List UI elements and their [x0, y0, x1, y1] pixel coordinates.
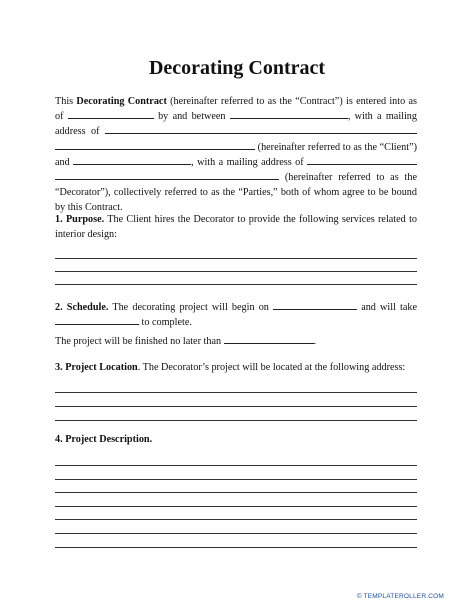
decorator-name-field[interactable] [73, 155, 191, 165]
description-line[interactable] [55, 492, 417, 493]
templateroller-watermark[interactable]: © TEMPLATEROLLER.COM [356, 593, 444, 600]
location-line[interactable] [55, 420, 417, 421]
description-heading: 4. Project Description. [55, 434, 153, 445]
decorator-address-field[interactable] [307, 155, 417, 165]
purpose-text: The Client hires the Decorator to provide the following services related to interior design: [55, 214, 417, 241]
intro-text: by and between [153, 111, 230, 123]
schedule-heading: 2. Schedule. [55, 302, 109, 313]
intro-text: (hereinafter referred to as the “Contract”) is entered into as of [55, 96, 417, 123]
purpose-section [55, 212, 417, 242]
start-date-field[interactable] [273, 300, 357, 310]
description-section [55, 432, 417, 447]
location-line[interactable] [55, 406, 417, 407]
schedule-text: The decorating project will begin on [108, 302, 274, 313]
client-name-field[interactable] [230, 109, 348, 119]
purpose-heading: 1. Purpose. [55, 214, 105, 225]
client-address-field-2[interactable] [55, 140, 255, 150]
finish-text: The project will be finished no later than [55, 336, 224, 347]
location-line[interactable] [55, 392, 417, 393]
description-line[interactable] [55, 479, 417, 480]
description-line[interactable] [55, 519, 417, 520]
location-text: . The Decorator’s project will be located at the following address: [137, 362, 406, 373]
schedule-text: and will take [357, 302, 418, 313]
intro-text: , with a mailing address of [55, 111, 417, 138]
purpose-line[interactable] [55, 258, 417, 259]
intro-text: (hereinafter referred to as the “Client”) and [55, 141, 417, 168]
intro-text: , with a mailing address of [191, 156, 308, 168]
intro-paragraph [55, 94, 417, 216]
purpose-line[interactable] [55, 271, 417, 272]
contract-name: Decorating Contract [76, 96, 167, 107]
intro-text: This [55, 96, 77, 107]
description-line[interactable] [55, 533, 417, 534]
purpose-line[interactable] [55, 284, 417, 285]
description-line[interactable] [55, 465, 417, 466]
description-line[interactable] [55, 506, 417, 507]
effective-date-field[interactable] [68, 109, 154, 119]
location-heading: 3. Project Location [55, 362, 138, 373]
schedule-text: to complete. [139, 317, 192, 329]
finish-date-line [55, 334, 417, 349]
location-section [55, 360, 417, 375]
schedule-section [55, 300, 417, 330]
intro-text: (hereinafter referred to as the “Decorator”), collectively referred to as the “Parties,” both of whom agree to be bound by this Contract. [55, 172, 417, 214]
finish-text: . [313, 336, 317, 347]
document-title: Decorating Contract [148, 57, 326, 79]
duration-field[interactable] [55, 315, 139, 325]
finish-date-field[interactable] [224, 334, 314, 344]
decorator-address-field-2[interactable] [55, 170, 279, 180]
client-address-field[interactable] [105, 124, 417, 134]
description-line[interactable] [55, 547, 417, 548]
